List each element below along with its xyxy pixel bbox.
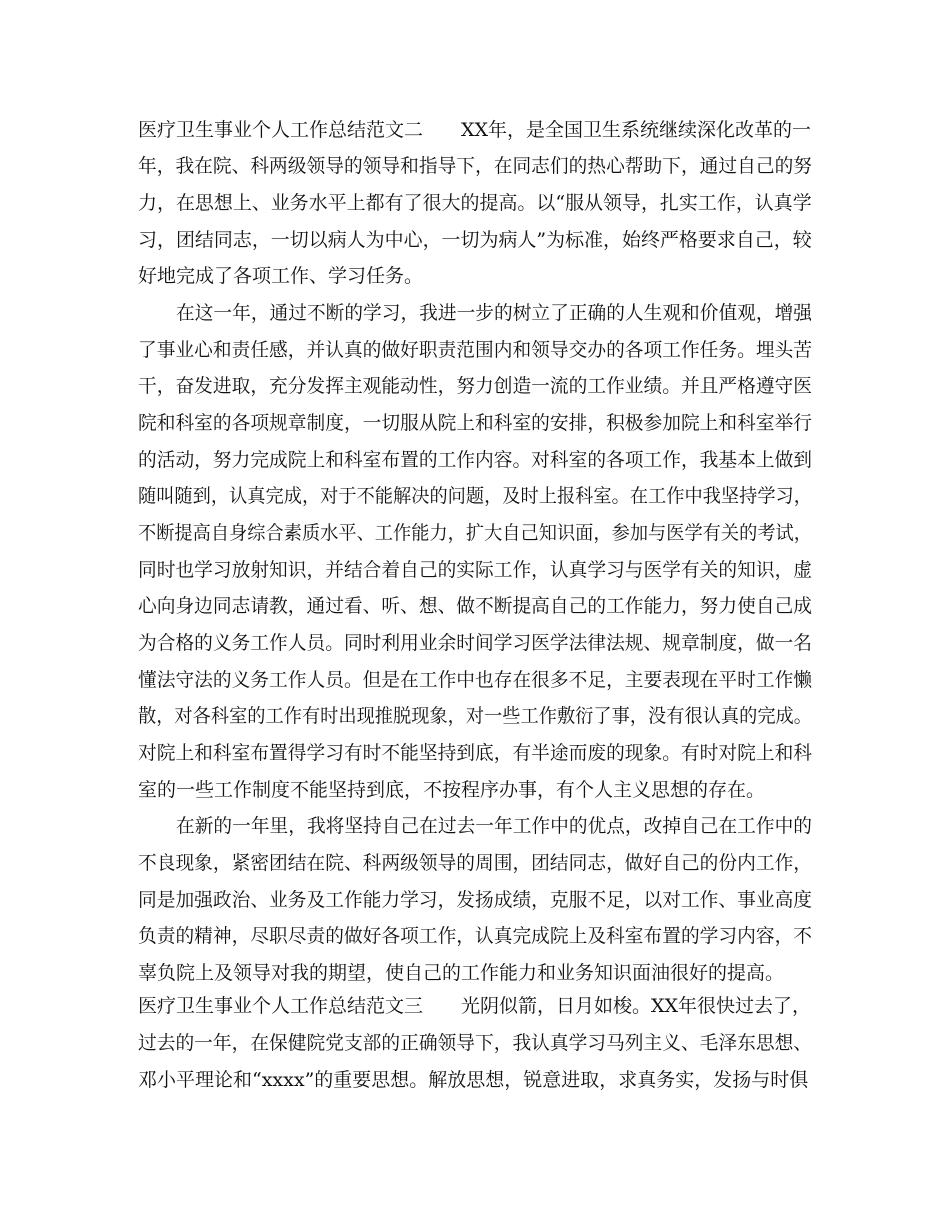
text-line: 对院上和科室布置得学习有时不能坚持到底，有半途而废的现象。有时对院上和科 [138, 742, 813, 764]
text-line: 过去的一年，在保健院党支部的正确领导下，我认真学习马列主义、毛泽东思想、 [138, 1032, 813, 1054]
text-line: 在新的一年里，我将坚持自己在过去一年工作中的优点，改掉自己在工作中的 [176, 815, 813, 837]
text-line: 心向身边同志请教，通过看、听、想、做不断提高自己的工作能力，努力使自己成 [138, 595, 813, 617]
text-line: 室的一些工作制度不能坚持到底，不按程序办事，有个人主义思想的存在。 [138, 779, 766, 801]
text-line: 的活动，努力完成院上和科室布置的工作内容。对科室的各项工作，我基本上做到 [138, 449, 813, 471]
text-line: 邓小平理论和“xxxx”的重要思想。解放思想，锐意进取，求真务实，发扬与时俱 [138, 1069, 809, 1091]
text-line: 懂法守法的义务工作人员。但是在工作中也存在很多不足，主要表现在平时工作懒 [138, 669, 813, 691]
text-line: 随叫随到，认真完成，对于不能解决的问题，及时上报科室。在工作中我坚持学习， [138, 485, 812, 507]
text-line: 在这一年，通过不断的学习，我进一步的树立了正确的人生观和价值观，增强 [176, 302, 813, 324]
text-line: 院和科室的各项规章制度，一切服从院上和科室的安排，积极参加院上和科室举行 [138, 412, 813, 434]
text-line: 力，在思想上、业务水平上都有了很大的提高。以“服从领导，扎实工作，认真学 [138, 192, 812, 214]
text-line: 同是加强政治、业务及工作能力学习，发扬成绩，克服不足，以对工作、事业高度 [138, 889, 813, 911]
text-line: 辜负院上及领导对我的期望，使自己的工作能力和业务知识面油很好的提高。 [138, 962, 785, 984]
text-line: 了事业心和责任感，并认真的做好职责范围内和领导交办的各项工作任务。埋头苦 [138, 339, 813, 361]
text-line: 为合格的义务工作人员。同时利用业余时间学习医学法律法规、规章制度，做一名 [138, 632, 813, 654]
text-line: 干，奋发进取，充分发挥主观能动性，努力创造一流的工作业绩。并且严格遵守医 [138, 375, 813, 397]
text-line: 同时也学习放射知识，并结合着自己的实际工作，认真学习与医学有关的知识，虚 [138, 559, 813, 581]
text-line: 负责的精神，尽职尽责的做好各项工作，认真完成院上及科室布置的学习内容，不 [138, 925, 813, 947]
text-line: 好地完成了各项工作、学习任务。 [138, 265, 424, 287]
text-line: 不良现象，紧密团结在院、科两级领导的周围，团结同志，做好自己的份内工作， [138, 852, 813, 874]
text-line: 医疗卫生事业个人工作总结范文二 XX年，是全国卫生系统继续深化改革的一 [138, 119, 812, 141]
text-line: 习，团结同志，一切以病人为中心，一切为病人”为标准，始终严格要求自己，较 [138, 229, 812, 251]
text-line: 不断提高自身综合素质水平、工作能力，扩大自己知识面，参加与医学有关的考试， [138, 522, 812, 544]
text-line: 散，对各科室的工作有时出现推脱现象，对一些工作敷衍了事，没有很认真的完成。 [138, 705, 812, 727]
text-line: 医疗卫生事业个人工作总结范文三 光阴似箭，日月如梭。XX年很快过去了， [138, 995, 812, 1017]
text-line: 年，我在院、科两级领导的领导和指导下，在同志们的热心帮助下，通过自己的努 [138, 155, 813, 177]
